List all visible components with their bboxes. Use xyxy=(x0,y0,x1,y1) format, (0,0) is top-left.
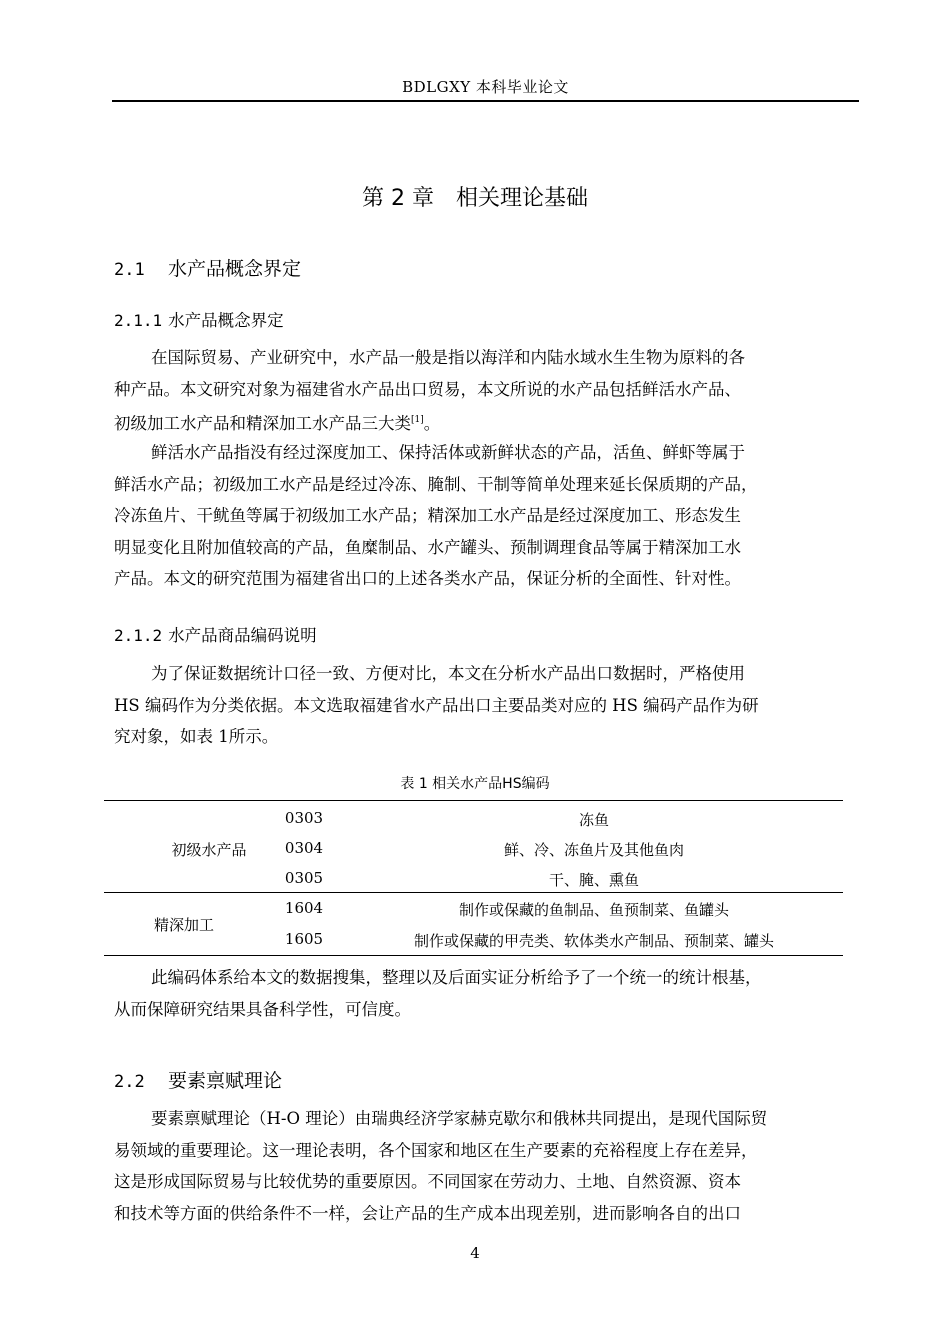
paragraph-line: 鲜活水产品指没有经过深度加工、保持活体或新鲜状态的产品，活鱼、鲜虾等属于 xyxy=(151,443,745,462)
table-group-divider xyxy=(104,892,843,893)
subsection-title: 水产品商品编码说明 xyxy=(168,626,317,645)
subsection-number: 2.1.1 xyxy=(114,311,163,330)
table-code: 0305 xyxy=(284,869,324,887)
table-description: 鲜、冷、冻鱼片及其他鱼肉 xyxy=(503,841,684,859)
section-title: 水产品概念界定 xyxy=(168,258,302,280)
table-bottom-rule xyxy=(104,955,843,956)
section-heading-2-2 xyxy=(114,1066,282,1093)
paragraph-hs-code xyxy=(114,658,859,753)
subsection-heading-2-1-2 xyxy=(114,622,317,646)
table-caption: 表 1 相关水产品HS编码 xyxy=(400,776,550,792)
section-heading-2-1 xyxy=(114,254,301,281)
table-top-rule xyxy=(104,800,843,801)
paragraph-line: 在国际贸易、产业研究中，水产品一般是指以海洋和内陆水域水生生物为原料的各 xyxy=(151,348,745,367)
paragraph-line: 明显变化且附加值较高的产品，鱼糜制品、水产罐头、预制调理食品等属于精深加工水 xyxy=(114,537,741,557)
section-title: 要素禀赋理论 xyxy=(168,1070,283,1092)
table-code: 0303 xyxy=(284,809,324,827)
paragraph-line xyxy=(114,405,859,437)
running-header: BDLGXY 本科毕业论文 xyxy=(402,78,569,96)
table-description: 冻鱼 xyxy=(578,811,609,829)
table-category: 初级水产品 xyxy=(171,841,247,859)
paragraph-line: 鲜活水产品；初级加工水产品是经过冷冻、腌制、干制等简单处理来延长保质期的产品， xyxy=(114,474,758,494)
paragraph-line-text: 初级加工水产品和精深加工水产品三大类 xyxy=(114,414,411,433)
paragraph-aquatic-definition xyxy=(114,342,859,437)
paragraph-line-end: 。 xyxy=(423,414,441,433)
table-code: 0304 xyxy=(284,839,324,857)
page-number: 4 xyxy=(470,1244,480,1262)
paragraph-line: HS 编码作为分类依据。本文选取福建省水产品出口主要品类对应的 HS 编码产品作为研 xyxy=(114,695,759,715)
paragraph-line: 和技术等方面的供给条件不一样，会让产品的生产成本出现差别，进而影响各自的出口 xyxy=(114,1203,741,1223)
table-description: 干、腌、熏鱼 xyxy=(548,871,639,889)
subsection-title: 水产品概念界定 xyxy=(168,311,284,330)
header-rule xyxy=(112,100,859,102)
paragraph-line: 为了保证数据统计口径一致、方便对比，本文在分析水产品出口数据时，严格使用 xyxy=(151,664,745,683)
paragraph-line: 易领域的重要理论。这一理论表明，各个国家和地区在生产要素的充裕程度上存在差异， xyxy=(114,1140,758,1160)
table-code: 1605 xyxy=(284,930,324,948)
table-description: 制作或保藏的甲壳类、软体类水产制品、预制菜、罐头 xyxy=(413,932,774,950)
paragraph-line: 从而保障研究结果具备科学性，可信度。 xyxy=(114,999,411,1019)
paragraph-line: 要素禀赋理论（H-O 理论）由瑞典经济学家赫克歇尔和俄林共同提出，是现代国际贸 xyxy=(151,1109,768,1128)
paragraph-line: 种产品。本文研究对象为福建省水产品出口贸易，本文所说的水产品包括鲜活水产品、 xyxy=(114,379,741,399)
section-number: 2.2 xyxy=(114,1072,145,1092)
chapter-number: 第 2 章 xyxy=(362,186,434,211)
paragraph-after-table xyxy=(114,962,859,1025)
paragraph-line: 产品。本文的研究范围为福建省出口的上述各类水产品，保证分析的全面性、针对性。 xyxy=(114,569,741,588)
paragraph-aquatic-categories xyxy=(114,437,859,595)
chapter-name: 相关理论基础 xyxy=(455,186,588,211)
paragraph-line: 冷冻鱼片、干鱿鱼等属于初级加工水产品；精深加工水产品是经过深度加工、形态发生 xyxy=(114,506,741,525)
citation: [1] xyxy=(411,415,424,425)
table-category: 精深加工 xyxy=(153,916,214,934)
section-number: 2.1 xyxy=(114,260,145,280)
subsection-heading-2-1-1 xyxy=(114,307,284,331)
subsection-number: 2.1.2 xyxy=(114,626,163,645)
paragraph-line: 此编码体系给本文的数据搜集，整理以及后面实证分析给予了一个统一的统计根基， xyxy=(151,968,762,987)
table-code: 1604 xyxy=(284,899,324,917)
paragraph-line: 究对象，如表 1所示。 xyxy=(114,727,279,746)
paragraph-factor-endowment xyxy=(114,1103,859,1229)
table-description: 制作或保藏的鱼制品、鱼预制菜、鱼罐头 xyxy=(458,901,729,919)
chapter-title xyxy=(0,181,950,212)
paragraph-line: 这是形成国际贸易与比较优势的重要原因。不同国家在劳动力、土地、自然资源、资本 xyxy=(114,1172,741,1191)
